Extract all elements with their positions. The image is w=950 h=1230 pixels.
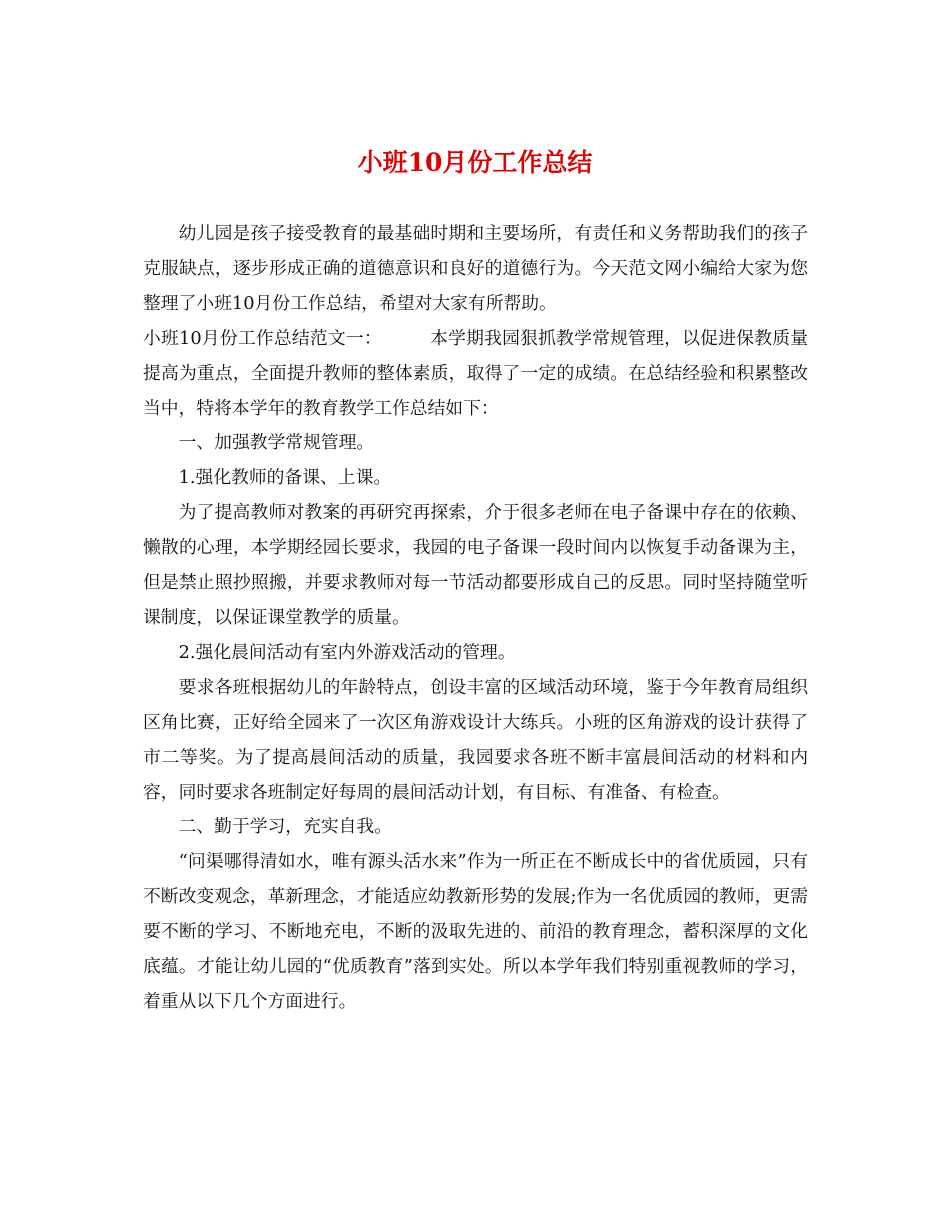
- intro-paragraph: 幼儿园是孩子接受教育的最基础时期和主要场所，有责任和义务帮助我们的孩子克服缺点，逐步形成正确的道德意识和良好的道德行为。今天范文网小编给大家为您整理了小班10月份工作总结，希望对大家有所帮助。: [143, 223, 808, 314]
- document-body: [143, 217, 808, 1020]
- section1-heading: 一、加强教学常规管理。: [178, 432, 375, 454]
- sample-heading: 小班10月份工作总结范文一：: [143, 327, 382, 349]
- sample-lead-text: 本学期我园狠抓教学常规管理，以促进保教质量提高为重点，全面提升教师的整体素质，取得了一定的成绩。在总结经验和积累整改当中，特将本学年的教育教学工作总结如下：: [143, 327, 808, 419]
- section2-paragraph: “问渠哪得清如水，唯有源头活水来”作为一所正在不断成长中的省优质园，只有不断改变观念，革新理念，才能适应幼教新形势的发展;作为一名优质园的教师，更需要不断的学习、不断地充电，不断的汲取先进的、前沿的教育理念，蓄积深厚的文化底蕴。才能让幼儿园的“优质教育”落到实处。所以本学年我们特别重视教师的学习，着重从以下几个方面进行。: [143, 851, 808, 1012]
- document-title: 小班10月份工作总结: [357, 148, 593, 177]
- sample-paragraph: [143, 322, 808, 427]
- item1-paragraph: 为了提高教师对教案的再研究再探索，介于很多老师在电子备课中存在的依赖、懒散的心理，本学期经园长要求，我园的电子备课一段时间内以恢复手动备课为主，但是禁止照抄照搬，并要求教师对每一节活动都要形成自己的反思。同时坚持随堂听课制度，以保证课堂教学的质量。: [143, 502, 808, 628]
- item1-heading: 1.强化教师的备课、上课。: [178, 467, 392, 489]
- item2-paragraph: 要求各班根据幼儿的年龄特点，创设丰富的区域活动环境，鉴于今年教育局组织区角比赛，正好给全园来了一次区角游戏设计大练兵。小班的区角游戏的设计获得了市二等奖。为了提高晨间活动的质量，我园要求各班不断丰富晨间活动的材料和内容，同时要求各班制定好每周的晨间活动计划，有目标、有准备、有检查。: [143, 676, 808, 803]
- section2-heading: 二、勤于学习，充实自我。: [178, 816, 392, 838]
- item2-heading: 2.强化晨间活动有室内外游戏活动的管理。: [178, 641, 516, 663]
